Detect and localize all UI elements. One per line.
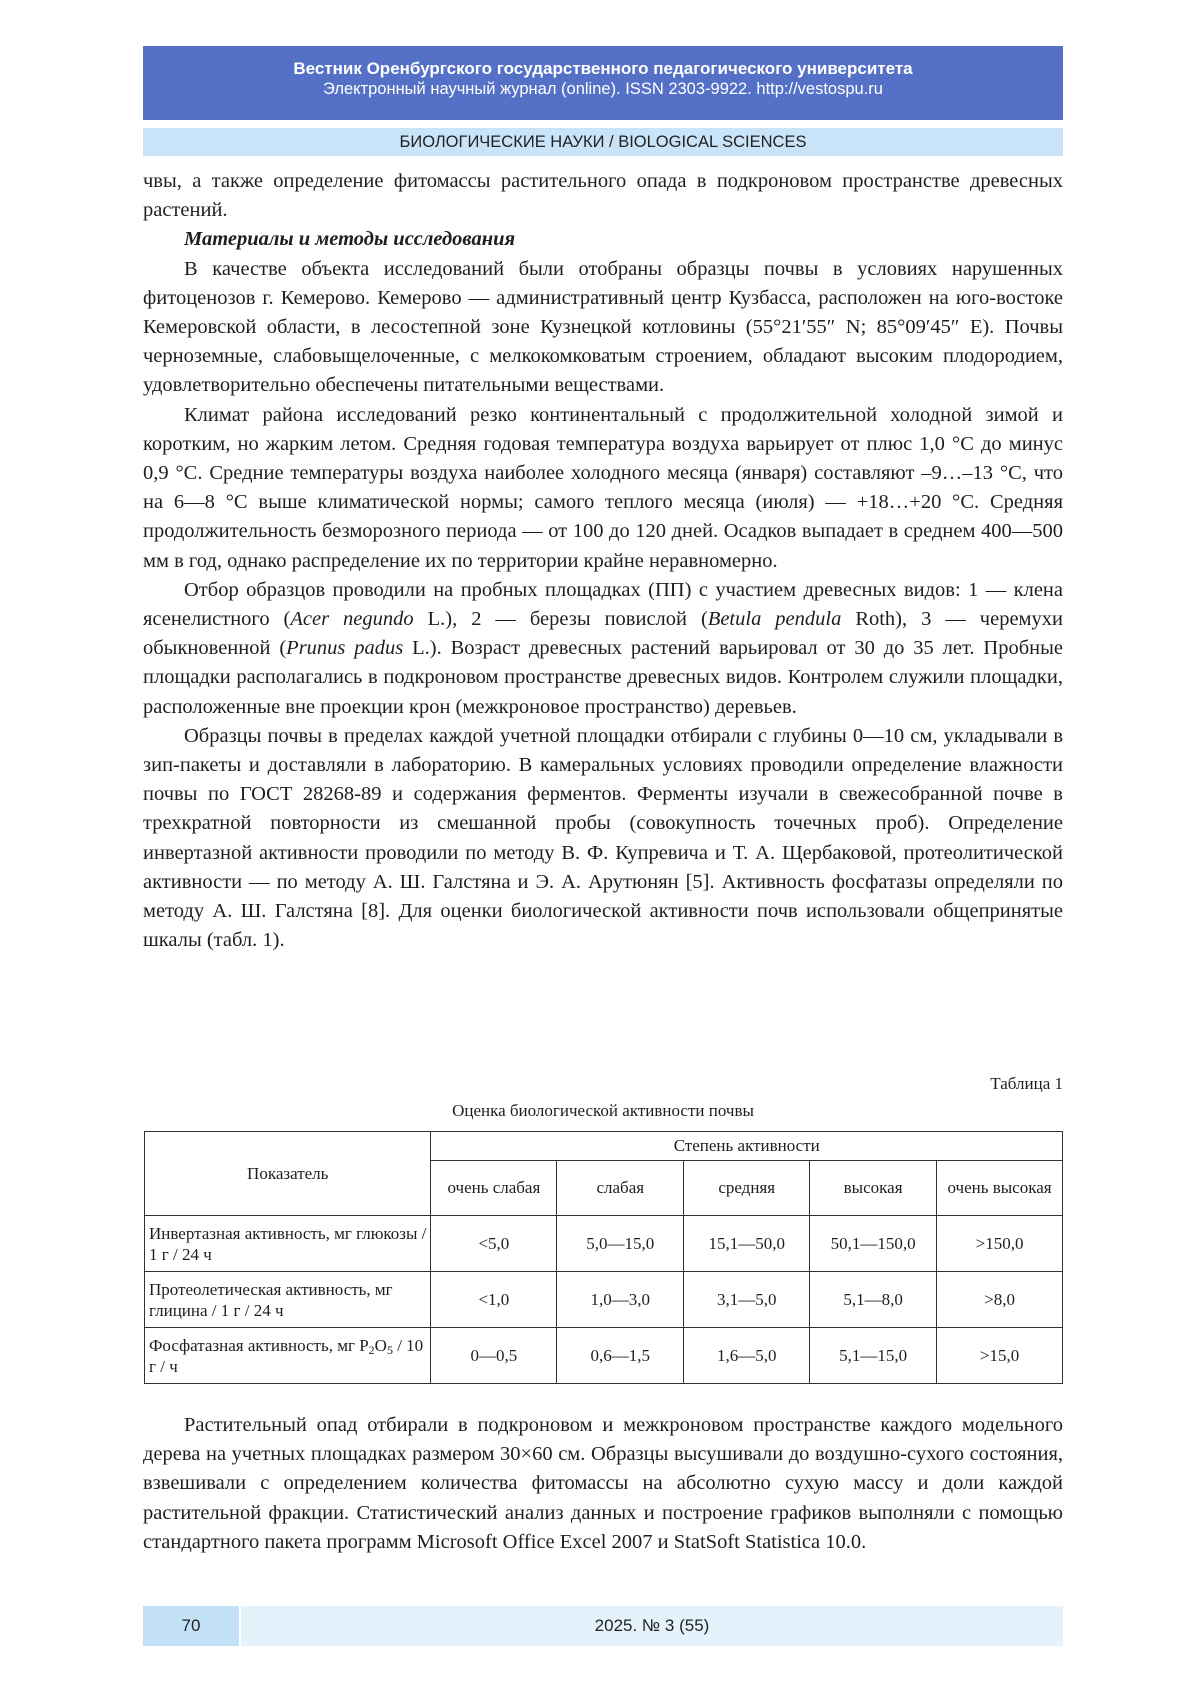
paragraph-methods: Образцы почвы в пределах каждой учетной площадки отбирали с глубины 0—10 см, укладывали в зип-пакеты и доставляли в лабораторию. В камеральных условиях проводили определение влажности почвы по ГОСТ 28268-89 и содержания ферментов. Ферменты изучали в свежесобранной почве в трехкратной повторности из смешанной пробы (совокупность точечных проб). Определение инвертазной активности проводили по методу В. Ф. Купревича и Т. А. Щербаковой, протеолитической активности — по методу А. Ш. Галстяна и Э. А. Арутюнян [5]. Активность фосфатазы определяли по методу А. Ш. Галстяна [8]. Для оценки биологической активности почв использовали общепринятые шкалы (табл. 1). [143, 724, 1063, 952]
article-body-continued [143, 1411, 1063, 1557]
table-cell: >150,0 [937, 1216, 1063, 1272]
table-number: Таблица 1 [990, 1074, 1063, 1093]
paragraph-climate: Климат района исследований резко континентальный с продолжительной холодной зимой и коротким, но жарким летом. Средняя годовая температура воздуха варьирует от плюс 1,0 °С до минус 0,9 °С. Средние температуры воздуха наиболее холодного месяца (января) составляют –9…–13 °С, что на 6—8 °С выше климатической нормы; самого теплого месяца (июля) — +18…+20 °С. Средняя продолжительность безморозного периода — от 100 до 120 дней. Осадков выпадает в среднем 400—500 мм в год, однако распределение их по территории крайне неравномерно. [143, 403, 1063, 572]
issue-info: 2025. № 3 (55) [241, 1606, 1063, 1646]
table-cell: 0,6—1,5 [557, 1328, 684, 1384]
page-number: 70 [143, 1606, 239, 1646]
header-degree: Степень активности [431, 1132, 1063, 1161]
section-title: БИОЛОГИЧЕСКИЕ НАУКИ / BIOLOGICAL SCIENCES [143, 128, 1063, 156]
table-cell: 3,1—5,0 [684, 1272, 810, 1328]
paragraph-continuation: чвы, а также определение фитомассы растительного опада в подкроновом пространстве древесных растений. [143, 170, 1063, 222]
table-cell: 15,1—50,0 [684, 1216, 810, 1272]
subscript: 2 [368, 1342, 375, 1357]
level-header: очень слабая [431, 1161, 557, 1216]
level-header: высокая [810, 1161, 937, 1216]
journal-title: Вестник Оренбургского государственного педагогического университета [293, 59, 913, 78]
text-segment: L.). Возраст древесных растений варьировал от 30 до 35 лет. Пробные площадки располагались в подкроновом пространстве древесных видов. Контролем служили площадки, расположенные вне проекции крон (межкроновое пространство) деревьев. [143, 637, 1063, 718]
table-cell: 5,1—15,0 [810, 1328, 937, 1384]
table-row [145, 1272, 1063, 1328]
subscript: 5 [386, 1342, 393, 1357]
activity-scale-table [144, 1131, 1063, 1384]
label-text: O [374, 1335, 387, 1355]
journal-subtitle: Электронный научный журнал (online). ISSN 2303-9922. http://vestospu.ru [323, 80, 883, 98]
table-cell: 5,0—15,0 [557, 1216, 684, 1272]
text-segment: Отбор образцов проводили на пробных площадках (ПП) с участием древесных видов: 1 — клена ясенелистного ( [143, 578, 1063, 631]
text-segment: L.), 2 — березы повислой ( [413, 608, 708, 631]
journal-header [143, 46, 1063, 120]
label-text: / 10 г / ч [149, 1335, 424, 1376]
table-row [145, 1328, 1063, 1384]
section-heading: Материалы и методы исследования [184, 228, 516, 251]
paragraph-litter: Растительный опад отбирали в подкроновом и межкроновом пространстве каждого модельного дерева на учетных площадках размером 30×60 см. Образцы высушивали до воздушно-сухого состояния, взвешивали с определением количества фитомассы на абсолютно сухую массу и доли каждой растительной фракции. Статистический анализ данных и построение графиков выполняли с помощью стандартного пакета программ Microsoft Office Excel 2007 и StatSoft Statistica 10.0. [143, 1414, 1063, 1553]
table-cell: 0—0,5 [431, 1328, 557, 1384]
table-cell: <1,0 [431, 1272, 557, 1328]
table-cell: 1,0—3,0 [557, 1272, 684, 1328]
text-segment: Roth), 3 — черемухи обыкновенной ( [143, 608, 1064, 660]
level-header: средняя [684, 1161, 810, 1216]
latin-name: Betula pendula [707, 608, 842, 631]
table-header-row [145, 1132, 1063, 1161]
article-body [143, 167, 1063, 955]
label-text: Фосфатазная активность, мг P [149, 1335, 369, 1355]
header-indicator: Показатель [145, 1132, 431, 1216]
row-label [145, 1328, 431, 1384]
row-label: Протеолетическая активность, мг глицина / 1 г / 24 ч [145, 1272, 431, 1328]
table-cell: <5,0 [431, 1216, 557, 1272]
table-cell: 5,1—8,0 [810, 1272, 937, 1328]
table-cell: 1,6—5,0 [684, 1328, 810, 1384]
level-header: слабая [557, 1161, 684, 1216]
latin-name: Prunus padus [286, 637, 404, 660]
level-header: очень высокая [937, 1161, 1063, 1216]
row-label: Инвертазная активность, мг глюкозы / 1 г / 24 ч [145, 1216, 431, 1272]
paragraph-study-site: В качестве объекта исследований были отобраны образцы почвы в условиях нарушенных фитоценозов г. Кемерово. Кемерово — административный центр Кузбасса, расположен на юго-востоке Кемеровской области, в лесостепной зоне Кузнецкой котловины (55°21′55″ N; 85°09′45″ E). Почвы черноземные, слабовыщелоченные, с мелкокомковатым строением, обладают высоким плодородием, удовлетворительно обеспечены питательными веществами. [143, 257, 1063, 397]
table-title: Оценка биологической активности почвы [452, 1101, 754, 1120]
paragraph-sampling-plots [143, 576, 1063, 722]
table-cell: 50,1—150,0 [810, 1216, 937, 1272]
table-row [145, 1216, 1063, 1272]
latin-name: Acer negundo [290, 608, 414, 631]
table-cell: >15,0 [937, 1328, 1063, 1384]
table-cell: >8,0 [937, 1272, 1063, 1328]
